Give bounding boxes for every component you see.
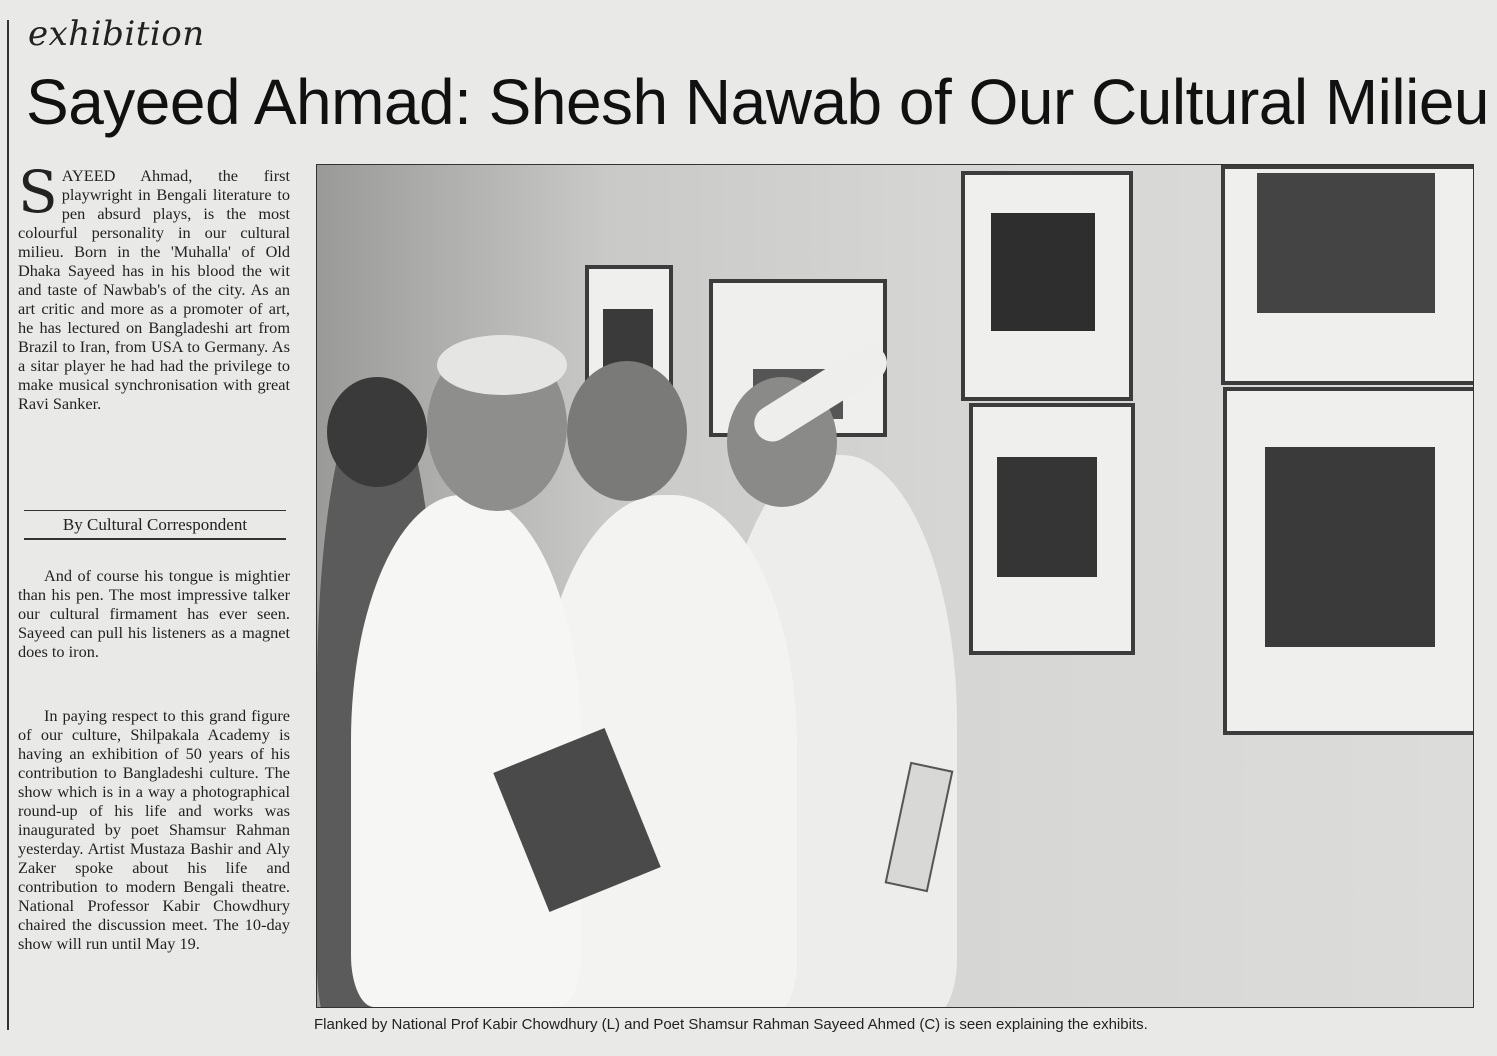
wall-frame: [961, 171, 1133, 401]
wall-frame: [969, 403, 1135, 655]
byline-box: [24, 510, 286, 540]
paragraph-3: In paying respect to this grand figure of our culture, Shilpakala Academy is having an exhibition of 50 years of his contribution to Bangladeshi culture. The show which is in a way a photographical round-up of his life and works was inaugurated by poet Shamsur Rahman yesterday. Artist Mustaza Bashir and Aly Zaker spoke about his life and contribution to modern Bengali theatre. National Professor Kabir Chowdhury chaired the discussion meet. The 10-day show will run until May 19.: [18, 706, 290, 953]
wall-frame: [1223, 387, 1474, 735]
person-head: [567, 361, 687, 501]
section-kicker: exhibition: [28, 14, 205, 54]
drop-cap: S: [18, 158, 58, 226]
person-head: [327, 377, 427, 487]
white-hair: [437, 335, 567, 395]
news-photo: [316, 164, 1474, 1008]
column-rule: [7, 20, 9, 1030]
wall-frame: [1221, 165, 1474, 385]
byline: By Cultural Correspondent: [24, 511, 286, 540]
paragraph-1: [18, 158, 290, 413]
paragraph-1-text: AYEED Ahmad, the first playwright in Bengali literature to pen absurd plays, is the most colourful personality in our cultural milieu. Born in the 'Muhalla' of Old Dhaka Sayeed has in his blood the wit and taste of Nawbab's of the city. As an art critic and more as a promoter of art, he has lectured on Bangladeshi art from Brazil to Iran, from USA to Germany. As a sitar player he had had the privilege to make musical synchronisation with great Ravi Sanker.: [18, 166, 290, 413]
paragraph-2: And of course his tongue is mightier than his pen. The most impressive talker our cultural firmament has ever seen. Sayeed can pull his listeners as a magnet does to iron.: [18, 566, 290, 661]
photo-caption: Flanked by National Prof Kabir Chowdhury (L) and Poet Shamsur Rahman Sayeed Ahmed (C) is seen explaining the exhibits.: [314, 1016, 1148, 1033]
headline: Sayeed Ahmad: Shesh Nawab of Our Cultural Milieu: [26, 66, 1489, 138]
